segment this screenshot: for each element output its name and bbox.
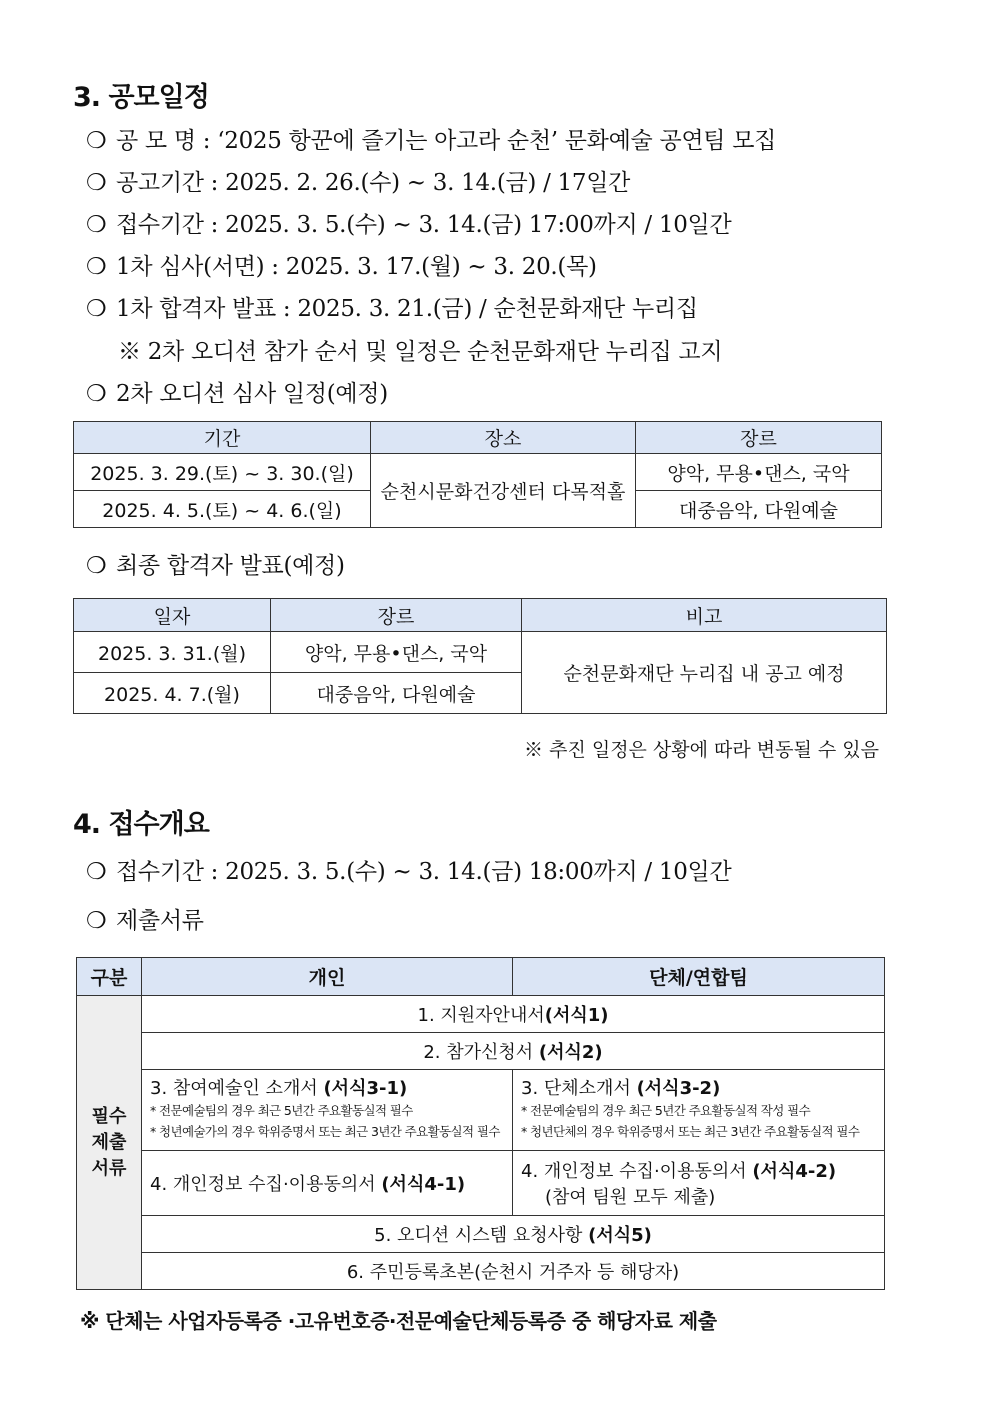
doc-privacy-individual-cell: 4. 개인정보 수집·이용동의서 (서식4-1) [142, 1151, 513, 1216]
doc-artist-intro-cell: 3. 참여예술인 소개서 (서식3-1) * 전문예술팀의 경우 최근 5년간 주요활동실적 필수 * 청년예술가의 경우 학위증명서 또는 최근 3년간 주요활동실적 필수 [142, 1070, 513, 1151]
header-individual: 개인 [142, 958, 513, 996]
bullet-icon: ❍ [86, 381, 107, 407]
table-row [77, 1151, 885, 1216]
required-docs-cell: 필수 제출 서류 [77, 996, 142, 1290]
section-3-title: 3. 공모일정 [73, 82, 209, 113]
recruit-name-line: ❍ 공 모 명 : ‘2025 항꾼에 즐기는 아고라 순천’ 문화예술 공연팀 모집 [86, 128, 777, 154]
remark-cell: 순천문화재단 누리집 내 공고 예정 [522, 632, 887, 714]
header-period: 기간 [74, 422, 371, 454]
doc-guide-cell: 1. 지원자안내서(서식1) [142, 996, 885, 1033]
audition-note: ※ 2차 오디션 참가 순서 및 일정은 순천문화재단 누리집 고지 [118, 339, 723, 365]
submission-period-line: ❍ 접수기간 : 2025. 3. 5.(수) ~ 3. 14.(금) 18:00까지 / 10일간 [86, 859, 732, 885]
audition-schedule-table [73, 421, 882, 528]
genre-cell: 양악, 무용•댄스, 국악 [636, 454, 882, 491]
date-cell: 2025. 3. 31.(월) [74, 632, 271, 673]
first-result-line: ❍ 1차 합격자 발표 : 2025. 3. 21.(금) / 순천문화재단 누리집 [86, 296, 698, 322]
group-docs-footnote: ※ 단체는 사업자등록증 ·고유번호증·전문예술단체등록증 중 해당자료 제출 [80, 1309, 717, 1333]
period-cell: 2025. 4. 5.(토) ~ 4. 6.(일) [74, 491, 371, 528]
genre-cell: 양악, 무용•댄스, 국악 [271, 632, 522, 673]
genre-cell: 대중음악, 다원예술 [271, 673, 522, 714]
documents-title-line: ❍ 제출서류 [86, 908, 204, 934]
bullet-icon: ❍ [86, 254, 107, 280]
header-remark: 비고 [522, 599, 887, 632]
genre-cell: 대중음악, 다원예술 [636, 491, 882, 528]
header-date: 일자 [74, 599, 271, 632]
table-row [77, 996, 885, 1033]
first-review-line: ❍ 1차 심사(서면) : 2025. 3. 17.(월) ~ 3. 20.(목) [86, 254, 597, 280]
section-4-title: 4. 접수개요 [73, 809, 209, 840]
doc-audition-system-cell: 5. 오디션 시스템 요청사항 (서식5) [142, 1216, 885, 1253]
bullet-icon: ❍ [86, 859, 107, 885]
period-cell: 2025. 3. 29.(토) ~ 3. 30.(일) [74, 454, 371, 491]
place-cell: 순천시문화건강센터 다목적홀 [371, 454, 636, 528]
table-row [77, 1070, 885, 1151]
header-place: 장소 [371, 422, 636, 454]
final-result-table [73, 598, 887, 714]
table-row [77, 1033, 885, 1070]
table-row [74, 632, 887, 673]
table-row [77, 1216, 885, 1253]
bullet-icon: ❍ [86, 553, 107, 579]
doc-application-cell: 2. 참가신청서 (서식2) [142, 1033, 885, 1070]
bullet-icon: ❍ [86, 128, 107, 154]
table-row [74, 454, 882, 491]
application-period-line: ❍ 접수기간 : 2025. 3. 5.(수) ~ 3. 14.(금) 17:00까지 / 10일간 [86, 212, 732, 238]
header-category: 구분 [77, 958, 142, 996]
audition-schedule-title: ❍ 2차 오디션 심사 일정(예정) [86, 381, 388, 407]
doc-group-intro-cell: 3. 단체소개서 (서식3-2) * 전문예술팀의 경우 최근 5년간 주요활동실적 작성 필수 * 청년단체의 경우 학위증명서 또는 최근 3년간 주요활동실적 필수 [513, 1070, 885, 1151]
doc-resident-cell: 6. 주민등록초본(순천시 거주자 등 해당자) [142, 1253, 885, 1290]
doc-privacy-group-cell: 4. 개인정보 수집·이용동의서 (서식4-2) (참여 팀원 모두 제출) [513, 1151, 885, 1216]
table-row [77, 1253, 885, 1290]
bullet-icon: ❍ [86, 170, 107, 196]
schedule-change-note: ※ 추진 일정은 상황에 따라 변동될 수 있음 [524, 739, 879, 761]
final-result-title: ❍ 최종 합격자 발표(예정) [86, 553, 345, 579]
notice-period-line: ❍ 공고기간 : 2025. 2. 26.(수) ~ 3. 14.(금) / 17일간 [86, 170, 631, 196]
bullet-icon: ❍ [86, 212, 107, 238]
bullet-icon: ❍ [86, 296, 107, 322]
header-genre: 장르 [636, 422, 882, 454]
bullet-icon: ❍ [86, 908, 107, 934]
header-group: 단체/연합팀 [513, 958, 885, 996]
documents-table [76, 957, 885, 1290]
header-genre: 장르 [271, 599, 522, 632]
date-cell: 2025. 4. 7.(월) [74, 673, 271, 714]
